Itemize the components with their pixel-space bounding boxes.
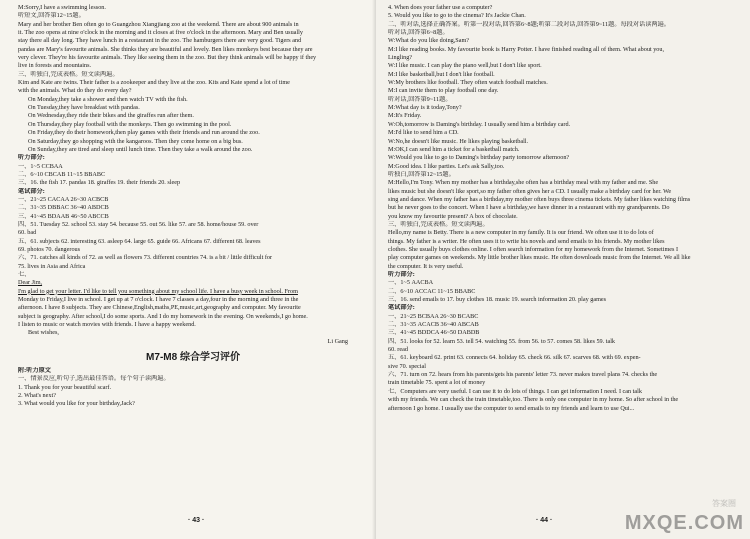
text-line: 75. lives in Asia and Africa <box>18 262 86 270</box>
text-line: sive 70. special <box>388 362 426 370</box>
text-line: things. My father is a writer. He often uses it to write his novels and send emails to his friends. My mother likes <box>388 237 665 245</box>
text-line: 3. What would you like for your birthday,Jack? <box>18 400 135 408</box>
text-line: 三、听独白,完成表格。短文读两遍。 <box>18 70 119 78</box>
text-line: 一、1~5 CCBAA <box>18 162 63 170</box>
text-line: W:Would you like to go to Daming's birthday party tomorrow afternoon? <box>388 154 570 162</box>
page-number-right: · 44 · <box>536 516 553 524</box>
text-line: 听力部分: <box>388 271 415 278</box>
text-line: Lingling? <box>388 54 413 62</box>
text-line: On Saturday,they go shopping with the kangaroos. Then they come home on a big bus. <box>28 137 243 145</box>
text-line: M:It's Friday. <box>388 112 422 120</box>
text-line: 三、16. send emails to 17. buy clothes 18. music 19. search information 20. play games <box>388 296 607 304</box>
text-line: 一、21~25 BCBAA 26~30 BCABC <box>388 312 479 320</box>
text-line: 听独白,回答第12~15题。 <box>388 170 455 178</box>
text-line: 七、 <box>18 271 31 278</box>
text-line: W:No,he doesn't like music. He likes playing basketball. <box>388 137 529 145</box>
text-line: it. The zoo opens at nine o'clock in the morning and it closes at five o'clock in the afternoon. Mary and Ben usually <box>18 29 303 37</box>
text-line: 一、1~5 AACBA <box>388 279 434 287</box>
section-title: M7-M8 综合学习评价 <box>146 352 240 364</box>
text-line: 一、21~25 CACAA 26~30 ACBCB <box>18 195 109 203</box>
text-line: 60. bad <box>18 229 37 237</box>
text-line: 听力部分: <box>18 154 45 162</box>
text-line: W:My brothers like football. They often watch football matches. <box>388 79 548 87</box>
text-line: M:OK,I can send him a ticket for a basketball match. <box>388 145 520 153</box>
text-line: 附:听力原文 <box>18 367 51 375</box>
text-line: Best wishes, <box>28 329 59 337</box>
text-line: W:What do you like doing,Sam? <box>388 37 470 45</box>
text-line: M:Sorry,I have a swimming lesson. <box>18 4 106 11</box>
text-line: On Friday,they do their homework,then play games with their friends and run around the zoo. <box>28 129 260 137</box>
text-line: M:What day is it today,Tony? <box>388 104 462 112</box>
left-page-text-after-title <box>18 367 368 409</box>
text-line: with my friends. We can check the train timetable,too. There is only one computer in my home. So after school in the <box>388 396 679 404</box>
text-line: 2. What's next? <box>18 392 56 400</box>
text-line: Li Gang <box>327 337 348 345</box>
text-line: pandas are Mary's favourite animals. She thinks they are beautiful and lovely. Ben likes monkeys best because they are <box>18 45 313 53</box>
text-line: 二、6~10 ACCAC 11~15 BBABC <box>388 287 476 295</box>
text-line: I'm glad to get your letter. I'd like to tell you something about my school life. I have a busy week in school. From <box>18 287 298 295</box>
text-line: M:Good idea. I like parties. Let's ask Sally,too. <box>388 162 505 170</box>
text-line: 1. Thank you for your beautiful scarf. <box>18 383 112 391</box>
text-line: likes music but she doesn't like sport,so my father often gives her a CD. I usually make a birthday card for her. We <box>388 187 672 195</box>
text-line: W:Oh,tomorrow is Daming's birthday. I usually send him a birthday card. <box>388 120 571 128</box>
text-line: 六、71. catches all kinds of 72. as well as flowers 73. different countries 74. is a bit / little difficult for <box>18 254 273 262</box>
text-line: Hello,my name is Betty. There is a new computer in my family. It is our friend. We often use it to do lots of <box>388 229 654 237</box>
text-line: you know my favourite present? A box of chocolate. <box>388 212 518 220</box>
text-line: 二、31~35 ACACB 36~40 ABCAB <box>388 321 479 329</box>
text-line: 二、31~35 DBBAC 36~40 ABDCB <box>18 204 109 212</box>
text-line: Dear Jim, <box>18 279 43 287</box>
text-line: M:I like basketball,but I don't like football. <box>388 70 495 78</box>
text-line: 七、Computers are very useful. I can use it to do lots of things. I can get information I need. I can talk <box>388 387 642 395</box>
text-line: 听对话,回答第6~8题。 <box>388 29 449 37</box>
text-line: 听对话,回答第9~11题。 <box>388 95 452 103</box>
text-line: the computer. It is very useful. <box>388 262 464 270</box>
text-line: 4. When does your father use a computer? <box>388 4 493 11</box>
text-line: 笔试部分: <box>18 187 45 195</box>
watermark-subtext: 答案圈 <box>712 499 736 508</box>
right-page-text <box>388 4 738 413</box>
text-line: live in forests and mountains. <box>18 62 92 70</box>
page-number-left: · 43 · <box>188 516 205 524</box>
text-line: 二、听对话,选择正确答案。听第一段对话,回答第6~8题;听第二段对话,回答第9~11题。每段对话读两遍。 <box>388 20 670 28</box>
text-line: clothes. She usually buys clothes online. I often search information for my homework from the Internet. Sometimes I <box>388 245 679 253</box>
left-page-text <box>18 4 368 346</box>
text-line: M:I'd like to send him a CD. <box>388 129 459 137</box>
watermark: MXQE.COM <box>624 512 744 534</box>
text-line: but he never goes to the concert. When I have a birthday,we have dinner in a restaurant with my grandparents. Do <box>388 204 670 212</box>
text-line: 四、51. looks for 52. learn 53. tell 54. watching 55. from 56. to 57. comes 58. likes 59. talk <box>388 337 616 345</box>
text-line: stay there all day long. They have lunch in a restaurant in the zoo. The hamburgers there are very good. Tigers and <box>18 37 302 45</box>
text-line: On Thursday,they play football with the monkeys. Then go swimming in the pool. <box>28 120 232 128</box>
text-line: M:Hello,I'm Tony. When my mother has a birthday,she often has a birthday meal with my father and me. She <box>388 179 659 187</box>
text-line: On Sunday,they are tired and sleep until lunch time. Then they take a walk around the zoo. <box>28 145 253 153</box>
text-line: 三、听独白,完成表格。短文读两遍。 <box>388 220 489 228</box>
text-line: On Tuesday,they have breakfast with pandas. <box>28 104 140 112</box>
text-line: M:I like reading books. My favourite book is Harry Potter. I have finished reading all of them. What about you, <box>388 45 665 53</box>
text-line: subject is geography. After school,I do some sports. And I do my homework in the evening. On weekends,I go home. <box>18 312 308 320</box>
text-line: Monday to Friday,I live in school. I get up at 7 o'clock. I have 7 classes a day,four in the morning and three in the <box>18 296 299 304</box>
text-line: very clever. They're his favourite animals. They like seeing them in the zoo. But they think animals will be happy if they <box>18 54 317 62</box>
text-line: 60. read <box>388 346 408 354</box>
text-line: 5. Would you like to go to the cinema? It's Jackie Chan. <box>388 12 526 20</box>
text-line: 四、51. Tuesday 52. school 53. stay 54. because 55. out 56. like 57. are 58. home/house 59. over <box>18 220 259 228</box>
text-line: 69. photos 70. dangerous <box>18 245 81 253</box>
text-line: 三、16. the fish 17. pandas 18. giraffes 19. their friends 20. sleep <box>18 179 181 187</box>
text-line: I listen to music or watch movies with friends. I have a happy weekend. <box>18 321 196 329</box>
text-line: 三、41~45 BDAAB 46~50 ABCCB <box>18 212 109 220</box>
text-line: M:I can invite them to play football one day. <box>388 87 499 95</box>
text-line: play computer games on weekends. My little brother likes music. He often downloads music from the Internet. We all like <box>388 254 691 262</box>
text-line: Mary and her brother Ben often go to Guangzhou Xiangjiang zoo at the weekend. There are about 900 animals in <box>18 20 299 28</box>
text-line: afternoon I go home. I usually use the computer to send emails to my friends and learn to use Qui... <box>388 404 635 412</box>
text-line: 五、61. keyboard 62. print 63. connects 64. holiday 65. check 66. silk 67. scarves 68. with 69. expen- <box>388 354 641 362</box>
text-line: 三、41~45 BDDCA 46~50 DABDB <box>388 329 480 337</box>
text-line: 二、6~10 CBCAB 11~15 BBABC <box>18 170 106 178</box>
text-line: sing and dance. When my father has a birthday,my mother often buys three cinema tickets. My father likes watching films <box>388 195 691 203</box>
text-line: 六、71. turn on 72. hears from his parents/gets his parents' letter 73. never makes travel plans 74. checks the <box>388 371 658 379</box>
text-line: train timetable 75. spent a lot of money <box>388 379 486 387</box>
text-line: 听短文,回答第12~15题。 <box>18 12 85 20</box>
text-line: Kim and Kate are twins. Their father is a zookeeper and they live at the zoo. Kits and Kate spend a lot of time <box>18 79 290 87</box>
text-line: with the animals. What do they do every day? <box>18 87 132 95</box>
text-line: 笔试部分: <box>388 304 415 312</box>
text-line: On Wednesday,they ride their bikes and the giraffes run after them. <box>28 112 194 120</box>
right-page <box>376 0 750 539</box>
text-line: 五、61. subjects 62. interesting 63. asleep 64. large 65. guide 66. Africans 67. different 68. leaves <box>18 237 261 245</box>
text-line: On Monday,they take a shower and then watch TV with the fish. <box>28 95 188 103</box>
text-line: W:I like music. I can play the piano well,but I don't like sport. <box>388 62 542 70</box>
text-line: 一、情景反应,听句子,选出最佳答语。每个句子读两遍。 <box>18 375 170 383</box>
text-line: afternoon. I have 8 subjects. They are Chinese,English,maths,PE,music,art,geography and computer. My favourite <box>18 304 301 312</box>
